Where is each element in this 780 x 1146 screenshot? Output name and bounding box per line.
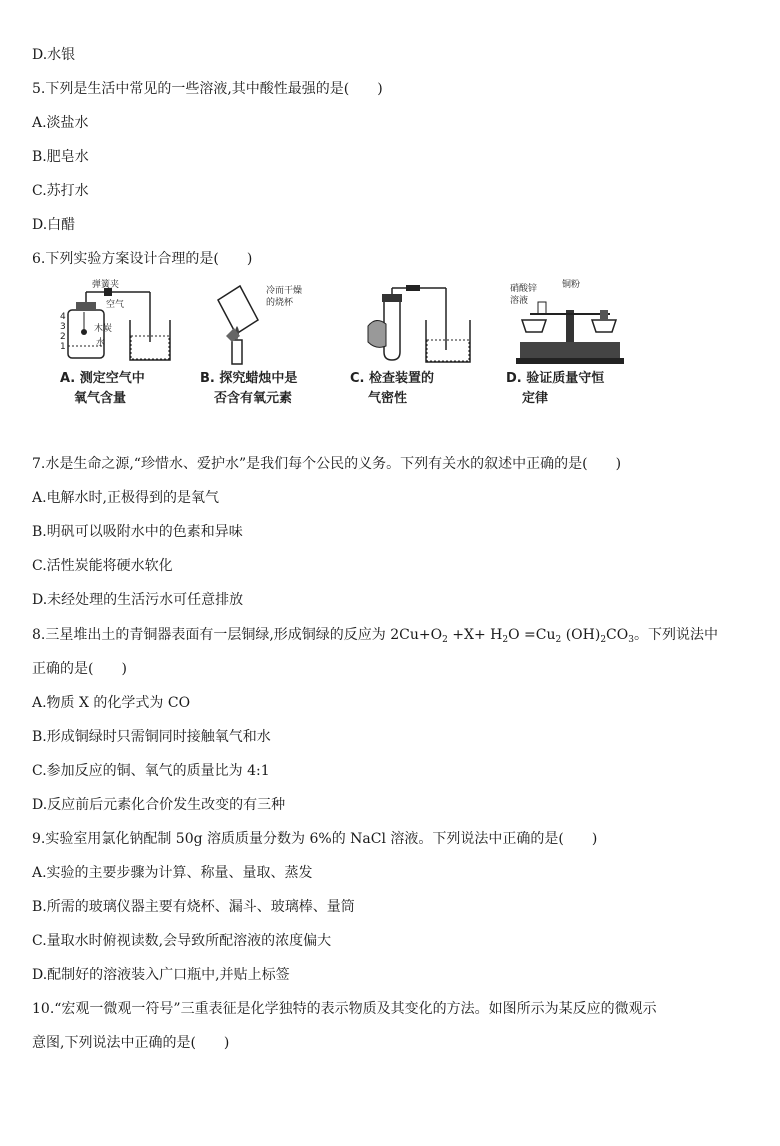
question-10-cont: 意图,下列说法中正确的是( ) bbox=[32, 1035, 230, 1051]
q8-text-4: (OH) bbox=[561, 627, 601, 643]
q8-option-b: B.形成铜绿时只需铜同时接触氧气和水 bbox=[32, 729, 271, 745]
q8-text-1: 8.三星堆出土的青铜器表面有一层铜绿,形成铜绿的反应为 2Cu+O bbox=[32, 627, 443, 643]
caption-b-1: B. 探究蜡烛中是 bbox=[200, 371, 298, 386]
q8-option-d: D.反应前后元素化合价发生改变的有三种 bbox=[32, 797, 286, 813]
q8-sub-4: 2 bbox=[600, 635, 607, 645]
q8-text-2: +X+ H bbox=[447, 627, 503, 643]
q8-sub-2: 2 bbox=[502, 635, 509, 645]
label-copper-powder: 铜粉 bbox=[562, 280, 581, 290]
label-air: 空气 bbox=[106, 300, 125, 310]
q8-text-6: 。下列说法中 bbox=[633, 627, 718, 643]
q9-option-d: D.配制好的溶液装入广口瓶中,并贴上标签 bbox=[32, 967, 290, 983]
q8-sub-5: 3 bbox=[628, 635, 634, 645]
scale-4: 4 bbox=[60, 312, 66, 322]
q8-text-3: O =Cu bbox=[508, 627, 556, 643]
caption-c-1: C. 检查装置的 bbox=[350, 371, 435, 386]
label-solution: 溶液 bbox=[510, 296, 529, 306]
panel-b bbox=[196, 280, 336, 415]
caption-b-2: 否含有氧元素 bbox=[214, 391, 293, 406]
scale-3: 3 bbox=[60, 322, 66, 332]
panel-d bbox=[496, 280, 646, 415]
q5-option-d: D.白醋 bbox=[32, 217, 76, 233]
question-6: 6.下列实验方案设计合理的是( ) bbox=[32, 251, 253, 267]
caption-d-2: 定律 bbox=[522, 391, 549, 406]
scale-2: 2 bbox=[60, 332, 66, 342]
q6-figure bbox=[46, 280, 646, 415]
caption-a-2: 氧气含量 bbox=[74, 391, 127, 406]
label-spring-clip: 弹簧夹 bbox=[92, 280, 120, 290]
label-cold-dry: 冷而干燥 bbox=[266, 286, 303, 296]
caption-c-2: 气密性 bbox=[368, 391, 408, 406]
q7-option-c: C.活性炭能将硬水软化 bbox=[32, 558, 173, 574]
caption-d-1: D. 验证质量守恒 bbox=[506, 371, 605, 386]
airtightness-apparatus bbox=[346, 280, 476, 370]
question-7: 7.水是生命之源,“珍惜水、爱护水”是我们每个公民的义务。下列有关水的叙述中正确的是( ) bbox=[32, 456, 622, 472]
panel-c bbox=[346, 280, 476, 415]
question-10: 10.“宏观一微观一符号”三重表征是化学独特的表示物质及其变化的方法。如图所示为某反应的微观示 bbox=[32, 1001, 657, 1017]
q9-option-c: C.量取水时俯视读数,会导致所配溶液的浓度偏大 bbox=[32, 933, 332, 949]
label-charcoal: 木炭 bbox=[94, 324, 113, 334]
panel-a bbox=[46, 280, 176, 415]
q8-text-5: CO bbox=[606, 627, 629, 643]
q9-option-b: B.所需的玻璃仪器主要有烧杯、漏斗、玻璃棒、量筒 bbox=[32, 899, 355, 915]
label-water: 水 bbox=[96, 338, 106, 348]
q5-option-c: C.苏打水 bbox=[32, 183, 89, 199]
q7-option-a: A.电解水时,正极得到的是氧气 bbox=[32, 490, 220, 506]
caption-a-1: A. 测定空气中 bbox=[60, 371, 145, 386]
line-d-mercury: D.水银 bbox=[32, 47, 76, 63]
scale-1: 1 bbox=[60, 342, 66, 352]
label-beaker: 的烧杯 bbox=[266, 298, 294, 308]
q8-option-c: C.参加反应的铜、氧气的质量比为 4:1 bbox=[32, 763, 270, 779]
label-zinc-nitrate: 硝酸锌 bbox=[510, 284, 538, 294]
q8-sub-1: 2 bbox=[442, 635, 448, 645]
q7-option-b: B.明矾可以吸附水中的色素和异味 bbox=[32, 524, 243, 540]
question-8 bbox=[32, 626, 718, 649]
q5-option-a: A.淡盐水 bbox=[32, 115, 89, 131]
q8-option-a: A.物质 X 的化学式为 CO bbox=[32, 695, 191, 711]
q9-option-a: A.实验的主要步骤为计算、称量、量取、蒸发 bbox=[32, 865, 313, 881]
question-9: 9.实验室用氯化钠配制 50g 溶质质量分数为 6%的 NaCl 溶液。下列说法中正确的是( ) bbox=[32, 831, 598, 847]
question-5: 5.下列是生活中常见的一些溶液,其中酸性最强的是( ) bbox=[32, 81, 383, 97]
question-8-cont: 正确的是( ) bbox=[32, 661, 127, 677]
q5-option-b: B.肥皂水 bbox=[32, 149, 89, 165]
q8-sub-3: 2 bbox=[555, 635, 562, 645]
q7-option-d: D.未经处理的生活污水可任意排放 bbox=[32, 592, 244, 608]
